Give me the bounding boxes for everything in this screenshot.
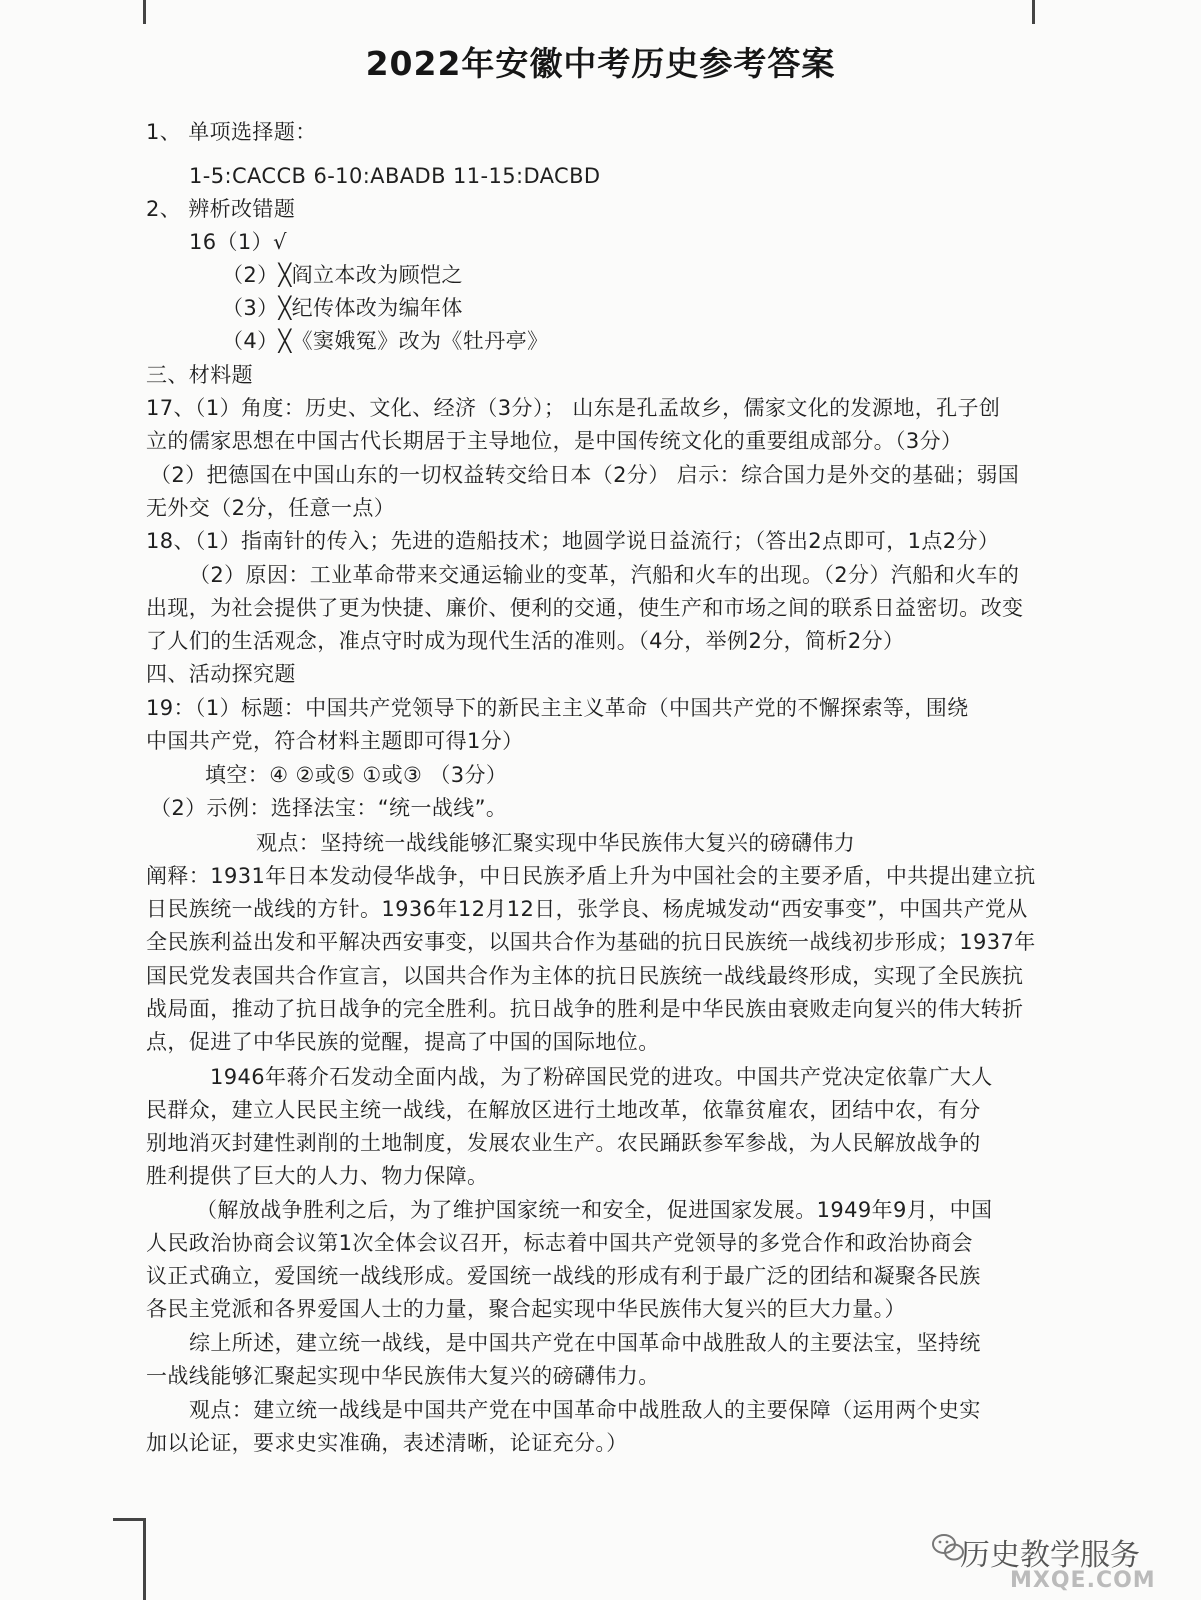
- section-heading: 2、 辨析改错题: [146, 197, 296, 221]
- scan-mark-top-right: [1032, 0, 1035, 24]
- scan-mark-top-left: [143, 0, 146, 24]
- answer-line: 了人们的生活观念，准点守时成为现代生活的准则。（4分，举例2分，简析2分）: [146, 629, 905, 653]
- answer-line: 各民主党派和各界爱国人士的力量，聚合起实现中华民族伟大复兴的巨大力量。）: [146, 1297, 906, 1321]
- answer-line: 全民族利益出发和平解决西安事变，以国共合作为基础的抗日民族统一战线初步形成；1937年: [146, 930, 1036, 954]
- section-heading: 四、活动探究题: [146, 662, 296, 686]
- answer-line: 加以论证，要求史实准确，表述清晰，论证充分。）: [146, 1431, 628, 1455]
- answer-line: 出现，为社会提供了更为快捷、廉价、便利的交通，使生产和市场之间的联系日益密切。改变: [146, 596, 1024, 620]
- answer-line: 胜利提供了巨大的人力、物力保障。: [146, 1164, 489, 1188]
- scan-mark-bottom-left-v: [143, 1518, 146, 1600]
- answer-line: （解放战争胜利之后，为了维护国家统一和安全，促进国家发展。1949年9月，中国: [196, 1198, 993, 1222]
- answer-line: （2）╳阎立本改为顾恺之: [222, 263, 463, 287]
- answer-line: 点，促进了中华民族的觉醒，提高了中国的国际地位。: [146, 1030, 660, 1054]
- answer-line: 战局面，推动了抗日战争的完全胜利。抗日战争的胜利是中华民族由衰败走向复兴的伟大转折: [146, 997, 1024, 1021]
- answer-line: 18、（1）指南针的传入；先进的造船技术；地圆学说日益流行；（答出2点即可，1点2分）: [146, 529, 1000, 553]
- answer-line: （2）原因：工业革命带来交通运输业的变革，汽船和火车的出现。（2分）汽船和火车的: [189, 563, 1020, 587]
- answer-line: 1946年蒋介石发动全面内战，为了粉碎国民党的进攻。中国共产党决定依靠广大人: [210, 1065, 993, 1089]
- answer-line: 别地消灭封建性剥削的土地制度，发展农业生产。农民踊跃参军参战，为人民解放战争的: [146, 1131, 981, 1155]
- watermark-site: MXQE.COM: [1010, 1568, 1156, 1593]
- answer-line: 无外交（2分，任意一点）: [146, 496, 396, 520]
- answer-line: 观点：坚持统一战线能够汇聚实现中华民族伟大复兴的磅礴伟力: [256, 831, 856, 855]
- answer-line: （2）示例：选择法宝：“统一战线”。: [150, 796, 508, 820]
- answer-line: 中国共产党，符合材料主题即可得1分）: [146, 729, 524, 753]
- answer-line: 观点：建立统一战线是中国共产党在中国革命中战胜敌人的主要保障（运用两个史实: [189, 1398, 981, 1422]
- answer-line: 19：（1）标题：中国共产党领导下的新民主主义革命（中国共产党的不懈探索等，围绕: [146, 696, 969, 720]
- answer-line: （3）╳纪传体改为编年体: [222, 296, 463, 320]
- answer-line: 议正式确立，爱国统一战线形成。爱国统一战线的形成有利于最广泛的团结和凝聚各民族: [146, 1264, 981, 1288]
- answer-line: 阐释：1931年日本发动侵华战争，中日民族矛盾上升为中国社会的主要矛盾，中共提出建立抗: [146, 864, 1036, 888]
- section-heading: 三、材料题: [146, 363, 253, 387]
- answer-line: 人民政治协商会议第1次全体会议召开，标志着中国共产党领导的多党合作和政治协商会: [146, 1231, 973, 1255]
- answer-line: 填空：④ ②或⑤ ①或③ （3分）: [205, 763, 508, 787]
- answer-line: 一战线能够汇聚起实现中华民族伟大复兴的磅礴伟力。: [146, 1364, 660, 1388]
- answer-line: （2）把德国在中国山东的一切权益转交给日本（2分） 启示：综合国力是外交的基础；弱国: [150, 463, 1020, 487]
- answer-line: 民群众，建立人民民主统一战线，在解放区进行土地改革，依靠贫雇农，团结中农，有分: [146, 1098, 981, 1122]
- answer-line: 立的儒家思想在中国古代长期居于主导地位，是中国传统文化的重要组成部分。（3分）: [146, 429, 963, 453]
- answer-line: 综上所述，建立统一战线，是中国共产党在中国革命中战胜敌人的主要法宝，坚持统: [189, 1331, 981, 1355]
- answer-line: 日民族统一战线的方针。1936年12月12日，张学良、杨虎城发动“西安事变”，中国共产党从: [146, 897, 1028, 921]
- answer-line: 1-5:CACCB 6-10:ABADB 11-15:DACBD: [189, 164, 601, 188]
- answer-line: 国民党发表国共合作宣言，以国共合作为主体的抗日民族统一战线最终形成，实现了全民族抗: [146, 964, 1024, 988]
- page-title: 2022年安徽中考历史参考答案: [365, 44, 836, 83]
- answer-line: 17、（1）角度：历史、文化、经济（3分）； 山东是孔孟故乡，儒家文化的发源地，孔子创: [146, 396, 1001, 420]
- answer-line: （4）╳《窦娥冤》改为《牡丹亭》: [222, 329, 549, 353]
- scan-mark-bottom-left-h: [113, 1518, 145, 1521]
- section-heading: 1、 单项选择题：: [146, 120, 317, 144]
- answer-line: 16（1）√: [189, 230, 287, 254]
- watermark-text: 历史教学服务: [960, 1538, 1140, 1573]
